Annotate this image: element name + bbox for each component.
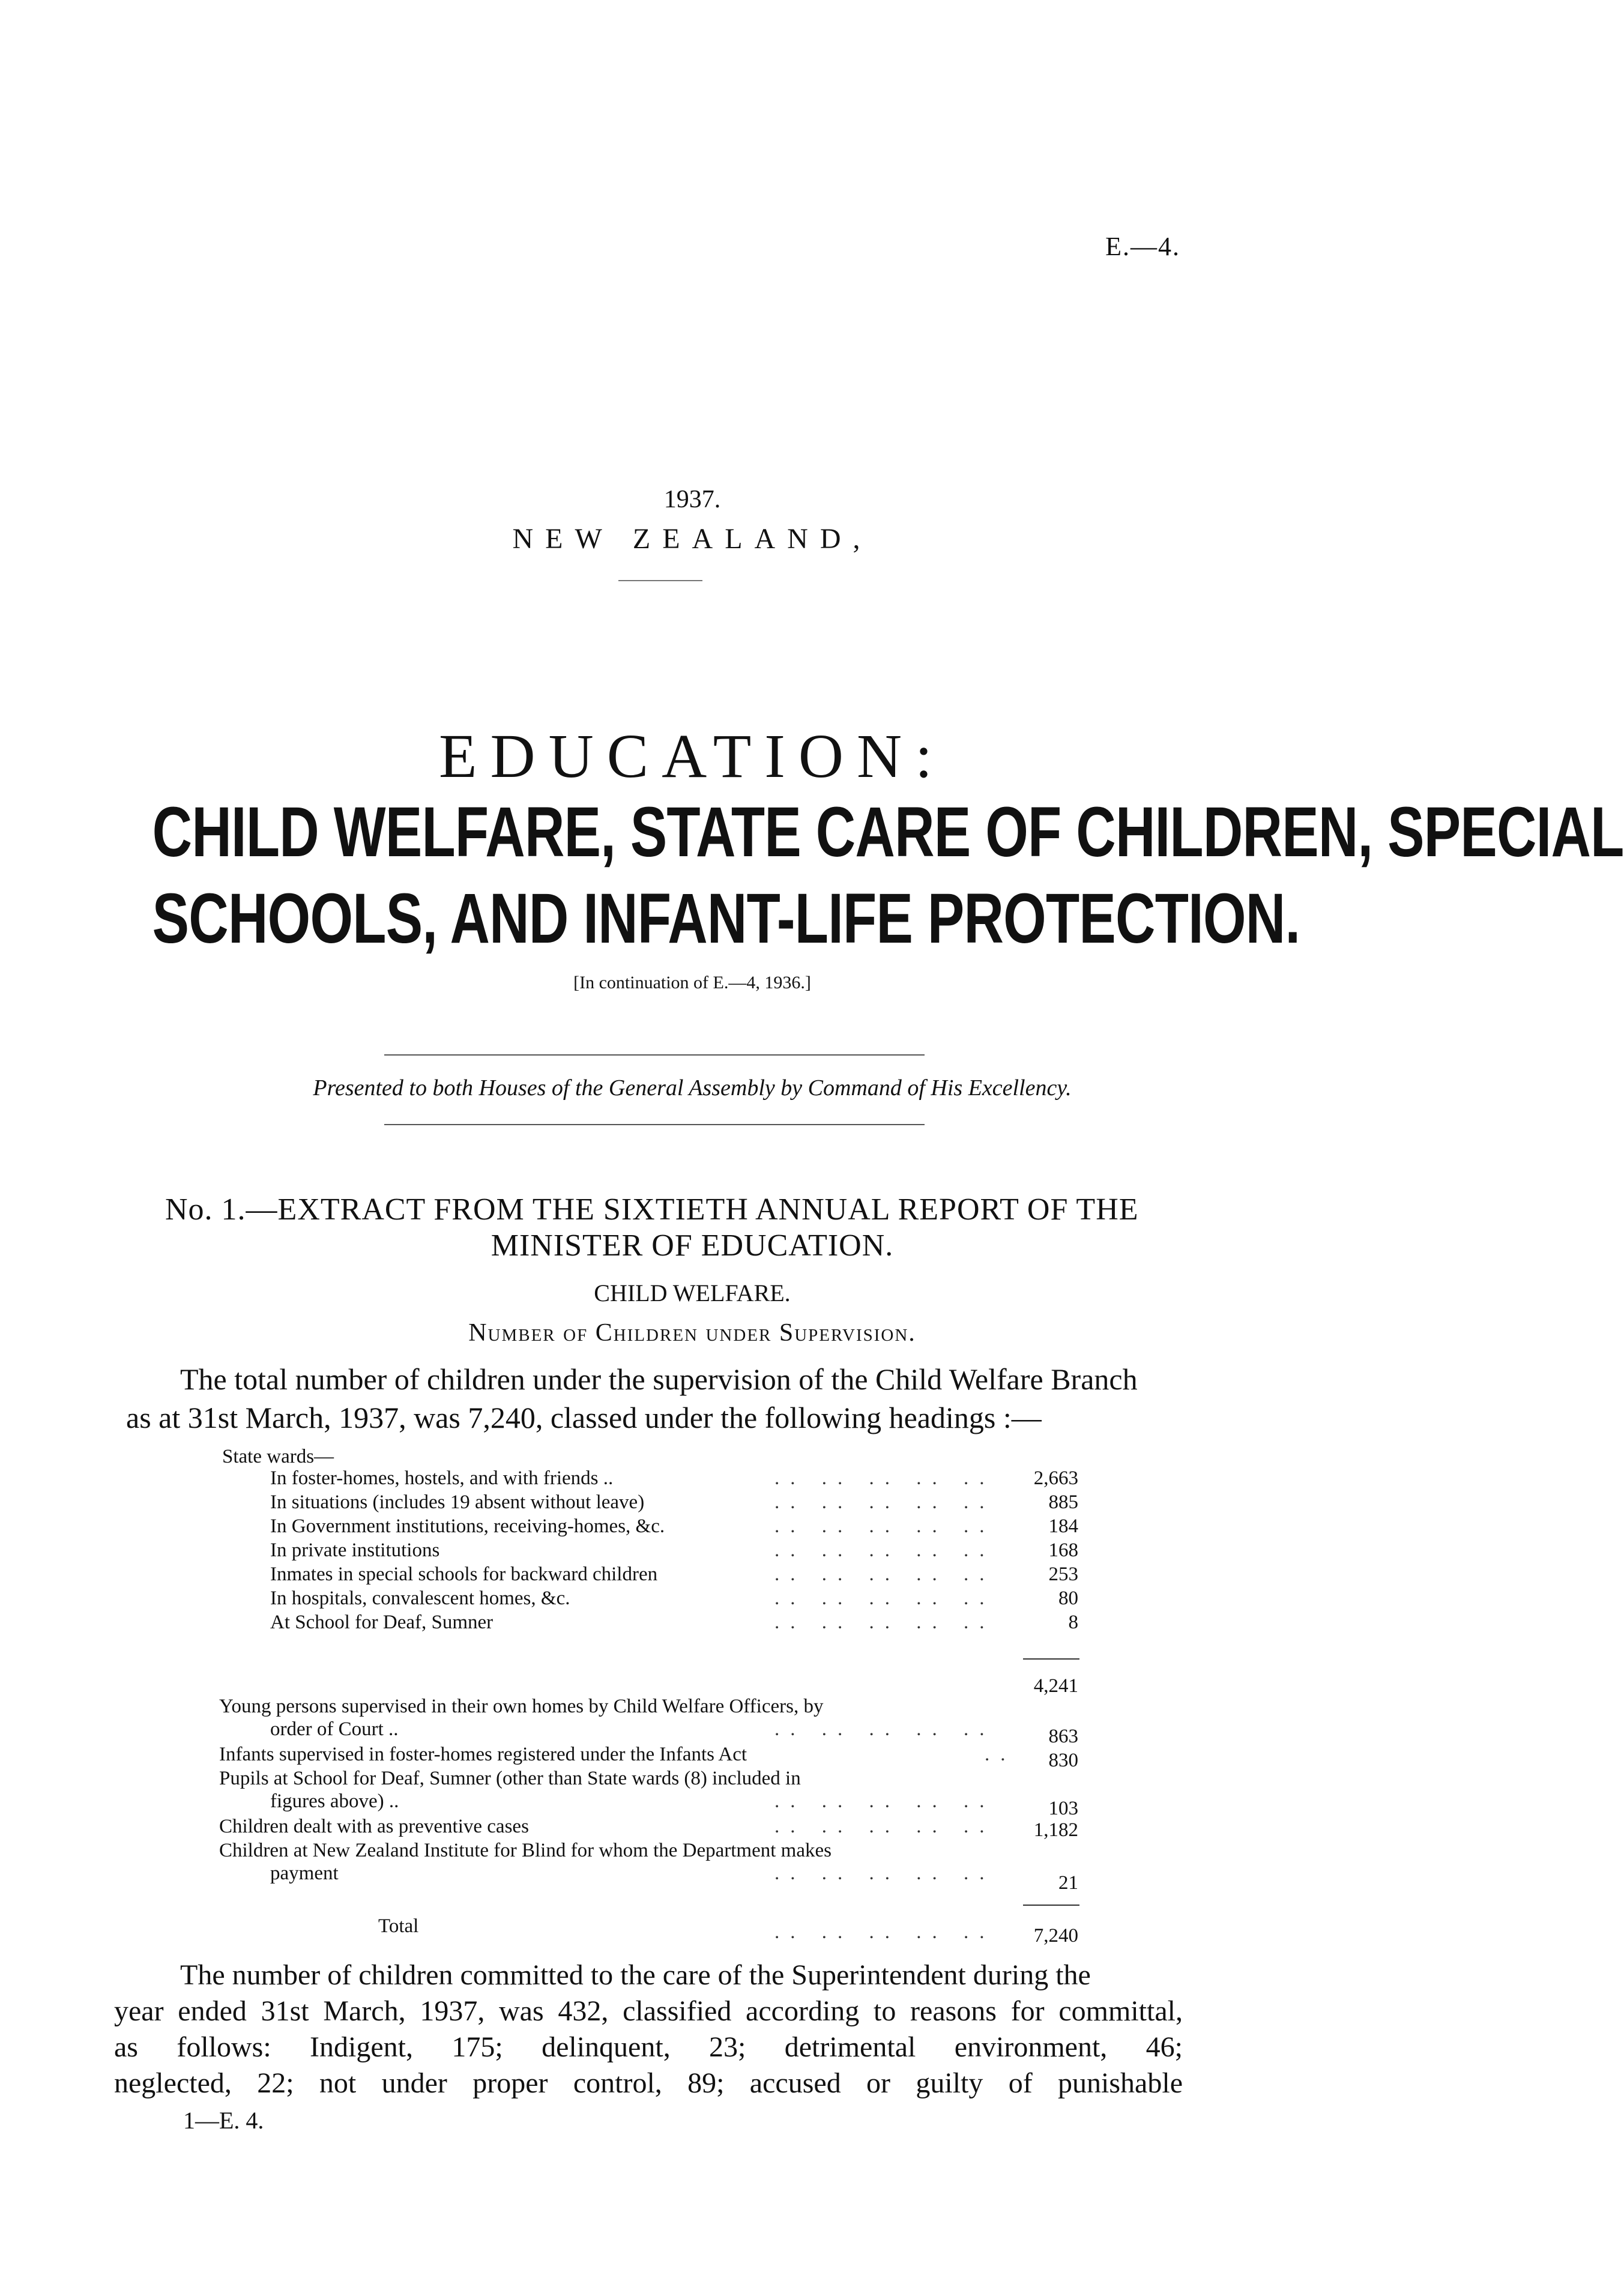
row-label-continued: order of Court ..: [270, 1718, 399, 1740]
row-label: At School for Deaf, Sumner: [270, 1612, 494, 1633]
row-label: Children at New Zealand Institute for Blind for whom the Department makes: [219, 1840, 832, 1861]
report-year: 1937.: [663, 486, 721, 513]
row-label-continued: figures above) ..: [270, 1790, 399, 1812]
row-value: 1,182: [1033, 1819, 1078, 1841]
page-signature: 1—E. 4.: [183, 2107, 264, 2134]
leader-dots: .. .. .. .. ..: [774, 1588, 995, 1609]
row-label: In private institutions: [270, 1539, 440, 1561]
leader-dots: .. .. .. .. ..: [774, 1515, 995, 1537]
leader-dots: .. .. .. .. ..: [774, 1467, 995, 1489]
row-label: Pupils at School for Deaf, Sumner (other than State wards (8) included in: [219, 1768, 801, 1789]
leader-dots: ..: [985, 1744, 1016, 1765]
continuation-note: [In continuation of E.—4, 1936.]: [573, 973, 811, 992]
child-welfare-heading: CHILD WELFARE.: [594, 1279, 791, 1307]
supervision-subheading: Number of Children under Supervision.: [468, 1319, 916, 1347]
row-label-continued: payment: [270, 1862, 339, 1884]
leader-dots: .. .. .. .. ..: [774, 1563, 995, 1585]
subtotal-rule: [1023, 1658, 1079, 1660]
row-value: 885: [1048, 1491, 1078, 1513]
subtotal-value: 4,241: [1033, 1675, 1078, 1697]
leader-dots: .. .. .. .. ..: [774, 1816, 995, 1837]
document-reference: E.—4.: [1105, 232, 1180, 261]
presented-statement: Presented to both Houses of the General Assembly by Command of His Excellency.: [313, 1075, 1072, 1101]
row-label: In foster-homes, hostels, and with friends ..: [270, 1467, 614, 1489]
main-title-line-1: CHILD WELFARE, STATE CARE OF CHILDREN, SPECIAL: [152, 793, 1624, 872]
row-value: 184: [1048, 1515, 1078, 1537]
row-label: In situations (includes 19 absent without leave): [270, 1491, 645, 1513]
ornament-divider: [618, 580, 702, 581]
paragraph-line: neglected, 22; not under proper control, 89; accused or guilty of punishable: [114, 2067, 1183, 2099]
paragraph-line: The number of children committed to the care of the Superintendent during the: [180, 1959, 1091, 1991]
row-label: Infants supervised in foster-homes registered under the Infants Act: [219, 1744, 747, 1765]
row-label: In hospitals, convalescent homes, &c.: [270, 1588, 570, 1609]
divider-top: [384, 1054, 925, 1056]
row-value: 2,663: [1033, 1467, 1078, 1489]
total-rule: [1023, 1905, 1079, 1906]
section-heading-line-1: No. 1.—EXTRACT FROM THE SIXTIETH ANNUAL REPORT OF THE: [165, 1192, 1139, 1227]
intro-line-2: as at 31st March, 1937, was 7,240, classed under the following headings :—: [126, 1401, 1042, 1434]
state-wards-label: State wards—: [222, 1446, 334, 1467]
department-heading: EDUCATION:: [439, 722, 946, 791]
row-label: In Government institutions, receiving-homes, &c.: [270, 1515, 665, 1537]
total-label: Total: [378, 1915, 419, 1937]
row-label: Inmates in special schools for backward children: [270, 1563, 658, 1585]
row-value: 8: [1068, 1612, 1078, 1633]
row-value: 168: [1048, 1539, 1078, 1561]
row-label: Young persons supervised in their own homes by Child Welfare Officers, by: [219, 1696, 824, 1717]
row-value: 80: [1058, 1588, 1078, 1609]
country-name: NEW ZEALAND,: [512, 523, 872, 555]
divider-bottom: [384, 1124, 925, 1125]
row-value: 103: [1048, 1798, 1078, 1819]
leader-dots: .. .. .. .. ..: [774, 1612, 995, 1633]
total-value: 7,240: [1033, 1925, 1078, 1947]
row-value: 21: [1058, 1872, 1078, 1894]
leader-dots: .. .. .. .. ..: [774, 1718, 995, 1740]
row-value: 863: [1048, 1726, 1078, 1747]
section-heading-line-2: MINISTER OF EDUCATION.: [491, 1228, 894, 1263]
leader-dots: .. .. .. .. ..: [774, 1921, 995, 1943]
leader-dots: .. .. .. .. ..: [774, 1539, 995, 1561]
paragraph-line: year ended 31st March, 1937, was 432, classified according to reasons for committal,: [114, 1995, 1183, 2027]
leader-dots: .. .. .. .. ..: [774, 1862, 995, 1884]
intro-line-1: The total number of children under the supervision of the Child Welfare Branch: [180, 1362, 1138, 1396]
row-value: 830: [1048, 1750, 1078, 1771]
paragraph-line: as follows: Indigent, 175; delinquent, 23; detrimental environment, 46;: [114, 2031, 1183, 2063]
row-value: 253: [1048, 1563, 1078, 1585]
leader-dots: .. .. .. .. ..: [774, 1491, 995, 1513]
leader-dots: .. .. .. .. ..: [774, 1790, 995, 1812]
row-label: Children dealt with as preventive cases: [219, 1816, 529, 1837]
main-title-line-2: SCHOOLS, AND INFANT-LIFE PROTECTION.: [152, 879, 1300, 958]
